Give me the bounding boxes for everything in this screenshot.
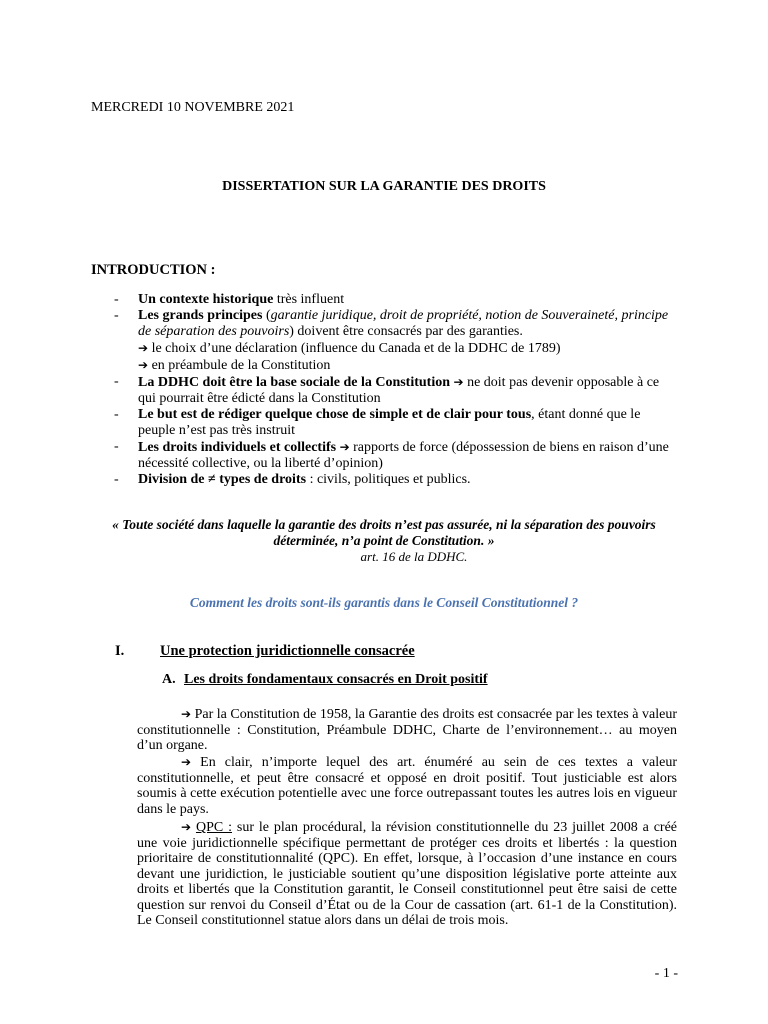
arrow-icon: ➔	[181, 707, 192, 721]
bullet-text: , étant donné que le peuple n’est pas très instruit	[138, 407, 641, 438]
paragraph-text: sur le plan procédural, la révision constitutionnelle du 23 juillet 2008 a créé une voie juridictionnelle spécifique permettant de protéger ces droits et libertés : la question prioritaire de constitutionnalité (QPC). En effet, lorsque, à l’occasion d’une instance en cours devant une juridiction, le justiciable soutient qu’une disposition législative porte atteinte aux droits et libertés que la Constitution garantit, le Conseil constitutionnel peut être saisi de cette question sur renvoi du Conseil d’État ou de la Cour de cassation (art. 61-1 de la Constitution). Le Conseil constitutionnel statue alors dans un délai de trois mois.	[137, 820, 678, 928]
bullet-bold-text: La DDHC doit être la base sociale de la Constitution	[138, 375, 451, 390]
list-item	[114, 308, 674, 374]
document-title: DISSERTATION SUR LA GARANTIE DES DROITS	[222, 179, 546, 194]
bullet-dash: -	[114, 374, 119, 389]
bullet-subline-text: le choix d’une déclaration (influence du Canada et de la DDHC de 1789)	[148, 341, 561, 356]
arrow-icon: ➔	[138, 341, 149, 355]
bullet-text: ne doit pas devenir opposable à ce qui pourrait être édicté dans la Constitution	[138, 375, 660, 406]
list-item	[114, 472, 674, 488]
page-number: - 1 -	[654, 966, 678, 981]
quote-source: art. 16 de la DDHC.	[360, 549, 468, 564]
bullet-dash: -	[114, 439, 119, 454]
arrow-icon: ➔	[453, 375, 464, 389]
bullet-bold-text: Le but est de rédiger quelque chose de simple et de clair pour tous	[138, 407, 532, 422]
subsection-title: Les droits fondamentaux consacrés en Droit positif	[184, 672, 488, 687]
bullet-text: très influent	[273, 292, 345, 307]
bullet-text: : civils, politiques et publics.	[306, 472, 471, 487]
paragraph	[137, 755, 677, 817]
paragraph	[137, 820, 677, 929]
bullet-subline	[138, 340, 674, 357]
bullet-italic-text: garantie juridique, droit de propriété, notion de Souveraineté, principe de séparation des pouvoirs	[138, 308, 669, 339]
section-title: Une protection juridictionnelle consacrée	[160, 643, 415, 659]
bullet-text: (	[262, 308, 271, 323]
list-item	[114, 407, 674, 439]
bullet-dash: -	[114, 292, 119, 307]
bullet-dash: -	[114, 407, 119, 422]
bullet-text: rapports de force (dépossession de biens en raison d’une nécessité collective, ou la liberté d’opinion)	[138, 440, 669, 471]
arrow-icon: ➔	[138, 358, 149, 372]
list-item	[114, 292, 674, 308]
arrow-icon: ➔	[339, 440, 350, 454]
bullet-bold-text: Division de ≠ types de droits	[138, 472, 307, 487]
list-item	[114, 374, 674, 407]
arrow-icon: ➔	[181, 820, 192, 834]
bullet-bold-text: Les grands principes	[138, 308, 263, 323]
arrow-icon: ➔	[181, 755, 192, 769]
qpc-label: QPC :	[195, 820, 232, 835]
bullet-text: ) doivent être consacrés par des garanties.	[289, 324, 523, 339]
introduction-bullet-list	[114, 292, 674, 488]
document-date: MERCREDI 10 NOVEMBRE 2021	[91, 100, 295, 115]
section-number: I.	[115, 643, 125, 659]
introduction-heading: INTRODUCTION :	[91, 262, 216, 278]
bullet-bold-text: Les droits individuels et collectifs	[138, 440, 337, 455]
bullet-subline	[138, 357, 674, 374]
paragraph-text: En clair, n’importe lequel des art. énuméré au sein de ces textes a valeur constitutionnelle, et peut être consacré et opposé en droit positif. Tout justiciable est alors soumis à cette exécution potentielle avec une force outrepassant toutes les autres lois en vigueur dans le pays.	[137, 755, 677, 817]
bullet-dash: -	[114, 308, 119, 323]
list-item	[114, 439, 674, 472]
paragraph-text: Par la Constitution de 1958, la Garantie des droits est consacrée par les textes à valeur constitutionnelle : Constitution, Préambule DDHC, Charte de l’environnement… au moyen d’un organe.	[137, 707, 677, 753]
ddhc-quote: « Toute société dans laquelle la garantie des droits n’est pas assurée, ni la séparation des pouvoirs déterminée, n’a point de Constitution. »	[112, 517, 656, 548]
paragraph	[137, 707, 677, 754]
subsection-number: A.	[162, 672, 176, 687]
bullet-subline-text: en préambule de la Constitution	[148, 358, 331, 373]
bullet-bold-text: Un contexte historique	[138, 292, 274, 307]
problematique: Comment les droits sont-ils garantis dans le Conseil Constitutionnel ?	[189, 595, 579, 610]
bullet-dash: -	[114, 472, 119, 487]
